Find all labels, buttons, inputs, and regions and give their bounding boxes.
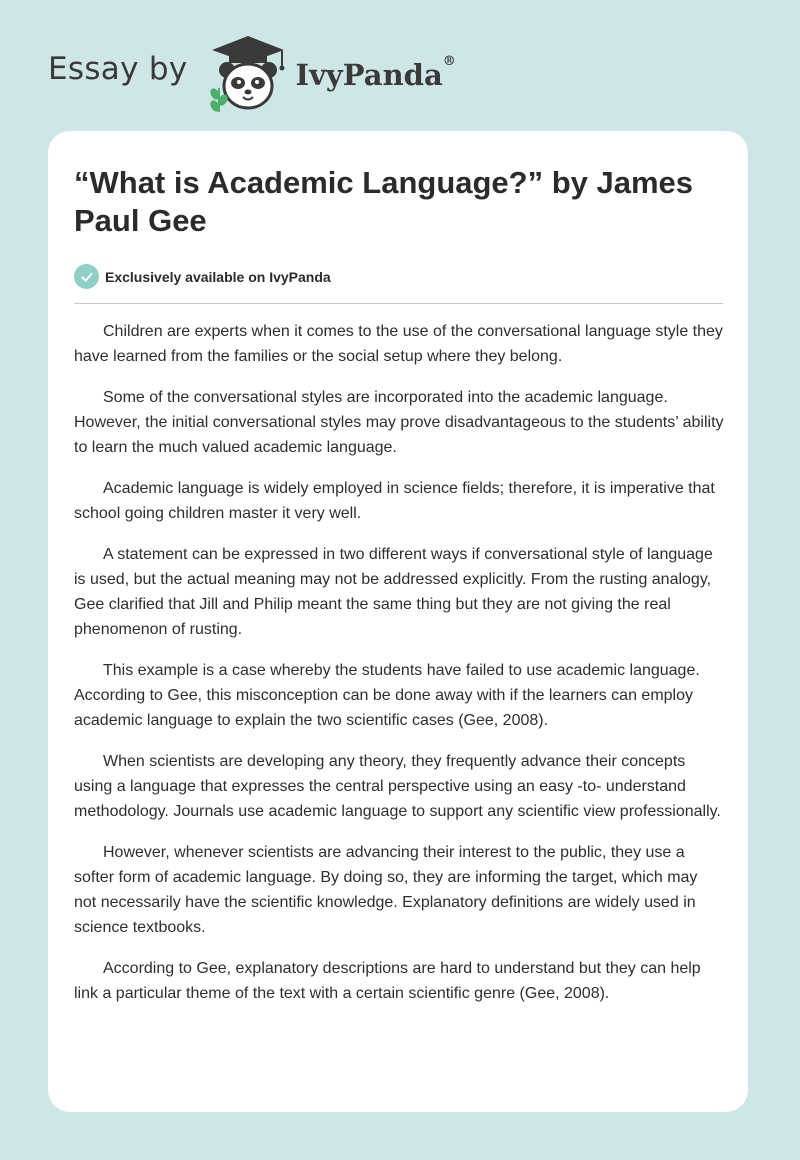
essay-paragraph: However, whenever scientists are advancing their interest to the public, they use a softer form of academic language. By doing so, they are informing the target, which may not necessarily have the scientific knowledge. Explanatory definitions are widely used in science textbooks. xyxy=(74,844,698,936)
essay-paragraph: A statement can be expressed in two different ways if conversational style of language is used, but the actual meaning may not be addressed explicitly. From the rusting analogy, Gee clarified that Jill and Philip meant the same thing but they are not giving the real phenomenon of rusting. xyxy=(74,546,713,638)
brand-name-text: IvyPanda xyxy=(295,58,443,92)
essay-paragraph: When scientists are developing any theory, they frequently advance their concepts using a language that expresses the central perspective using an easy -to- understand methodology. Journals use academic language to support any scientific view professionally. xyxy=(74,753,721,820)
essay-paragraph: According to Gee, explanatory descriptions are hard to understand but they can help link a particular theme of the text with a certain scientific genre (Gee, 2008). xyxy=(74,960,701,1002)
essay-body xyxy=(74,319,724,1022)
essay-paragraph: Academic language is widely employed in science fields; therefore, it is imperative that school going children master it very well. xyxy=(74,480,715,522)
check-icon xyxy=(74,264,99,289)
exclusive-label: Exclusively available on IvyPanda xyxy=(105,268,331,285)
essay-paragraph: Some of the conversational styles are incorporated into the academic language. However, the initial conversational styles may prove disadvantageous to the students’ ability to learn the much valued academic language. xyxy=(74,389,724,456)
essay-paragraph: Children are experts when it comes to the use of the conversational language style they have learned from the families or the social setup where they belong. xyxy=(74,323,723,365)
panda-graduate-logo-icon xyxy=(202,30,294,114)
essay-by-label: Essay by xyxy=(48,51,188,87)
brand-header[interactable] xyxy=(48,30,456,114)
essay-title: “What is Academic Language?” by James Paul Gee xyxy=(74,165,694,238)
essay-card xyxy=(48,131,748,1112)
divider xyxy=(74,303,723,304)
brand-name xyxy=(295,54,456,92)
essay-paragraph: This example is a case whereby the students have failed to use academic language. According to Gee, this misconception can be done away with if the learners can employ academic language to explain the two scientific cases (Gee, 2008). xyxy=(74,662,700,729)
registered-mark: ® xyxy=(442,54,456,69)
exclusive-badge xyxy=(74,264,331,289)
